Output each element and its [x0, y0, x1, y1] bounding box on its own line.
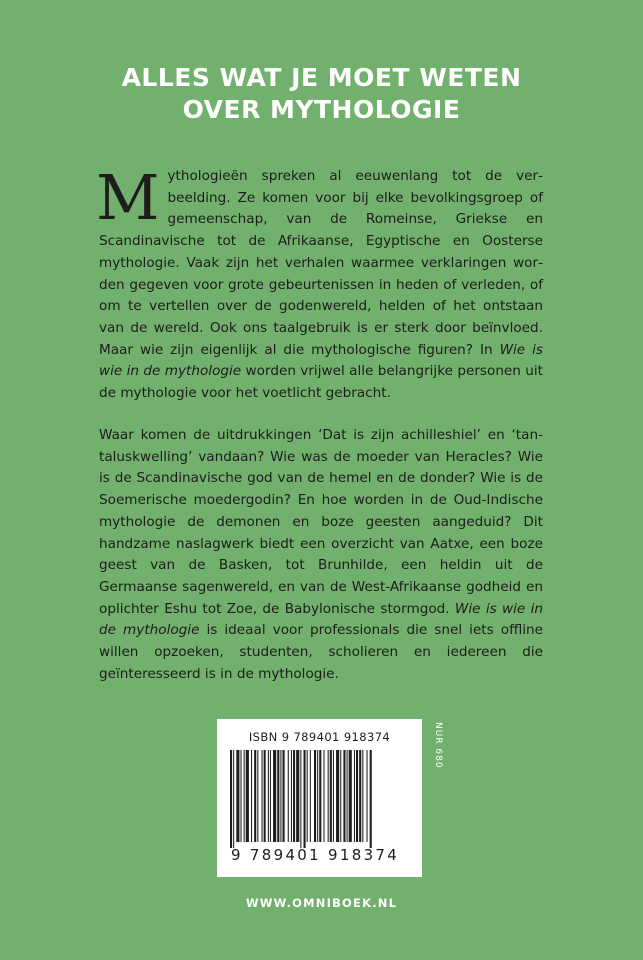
- barcode-bar: [246, 750, 249, 842]
- barcode-bar: [300, 750, 301, 848]
- blurb-paragraph-2: [99, 425, 543, 685]
- barcode-bar: [291, 750, 292, 842]
- book-title-italic: Wie is wie in de mythologie: [99, 341, 543, 380]
- barcode-bar: [304, 750, 306, 848]
- barcode-digits: 9 789401 918374: [231, 846, 400, 864]
- barcode-bar: [367, 750, 368, 842]
- barcode-bar: [310, 750, 311, 842]
- barcode-bar: [314, 750, 316, 842]
- barcode-bar: [230, 750, 232, 848]
- barcode-bar: [288, 750, 289, 842]
- heading-line-2: OVER MYTHOLOGIE: [182, 95, 461, 124]
- barcode-bar: [347, 750, 348, 842]
- barcode-bar: [262, 750, 263, 842]
- book-title-italic: Wie is wie in de mythologie: [99, 600, 543, 639]
- paragraph-2-text-b: is ideaal voor professionals die snel iets offline willen opzoeken, studenten, scholieren en iedereen die geïnteresseerd is in de mythologie.: [99, 622, 543, 682]
- blurb-paragraph-1: [96, 161, 543, 405]
- barcode-label: [217, 719, 422, 877]
- barcode-bar: [333, 750, 334, 842]
- drop-cap: M: [96, 161, 160, 234]
- barcode-bar: [270, 750, 271, 842]
- barcode-bar: [277, 750, 279, 842]
- barcode-bar: [241, 750, 242, 842]
- barcode-bar: [280, 750, 281, 842]
- barcode-bar: [330, 750, 332, 842]
- barcode-bars: [230, 750, 410, 848]
- paragraph-1-text-b: worden vrijwel alle belangrijke personen uit de mythologie voor het voetlicht gebracht.: [99, 363, 543, 402]
- paragraph-1-text-a: ythologieën spreken al eeuwenlang tot de verbeelding. Ze komen voor bij elke bevolkingsgroep of gemeenschap, van de Romeinse, Griekse en Scandinavische tot de Afrikaanse, Egyptische en Oosterse mythologie. Vaak zijn het verhalen waarmee verklaringen worden gegeven voor grote gebeurtenissen in heden of verleden, of om te vertellen over de godenwereld, helden of het ontstaan van de wereld. Ook ons taalgebruik is er sterk door beïnvloed. Maar wie zijn eigenlijk al die mythologische figuren? In: [99, 168, 543, 358]
- barcode-bar: [283, 750, 285, 842]
- paragraph-2-text-a: Waar komen de uitdrukkingen ‘Dat is zijn achilleshiel’ en ‘tantaluskwelling’ vandaan? Wie was de moeder van Heracles? Wie is de Scandinavische god van de hemel en de donder? Wie is de Soemerische moedergodin? En hoe worden in de Oud-Indische mythologie de demonen en boze geesten aangeduid? Dit handzame naslagwerk biedt een overzicht van Aatxe, een boze geest van de Basken, tot Brunhilde, een heldin uit de Germaanse sagenwereld, en van de West-Afrikaanse godheid en oplichter Eshu tot Zoe, de Babylonische stormgod.: [99, 427, 543, 617]
- barcode-bar: [307, 750, 308, 842]
- barcode-bar: [236, 750, 239, 842]
- barcode-bar: [356, 750, 358, 842]
- back-cover-heading: [0, 62, 643, 126]
- barcode-bar: [323, 750, 324, 842]
- heading-line-1: ALLES WAT JE MOET WETEN: [121, 63, 522, 92]
- barcode-bar: [273, 750, 276, 842]
- barcode-bar: [370, 750, 372, 848]
- barcode-bar: [268, 750, 269, 842]
- barcode-bar: [319, 750, 321, 842]
- barcode-bar: [293, 750, 295, 842]
- barcode-bar: [354, 750, 355, 842]
- barcode-bar: [328, 750, 329, 842]
- barcode-bar: [233, 750, 234, 848]
- nur-code: NUR 680: [433, 722, 443, 769]
- barcode-bar: [340, 750, 341, 842]
- barcode-bar: [359, 750, 361, 842]
- barcode-bar: [343, 750, 345, 842]
- barcode-bar: [264, 750, 266, 842]
- barcode-bar: [349, 750, 352, 842]
- barcode-bar: [296, 750, 299, 842]
- barcode-bar: [362, 750, 363, 842]
- barcode-bar: [254, 750, 256, 842]
- barcode-bar: [257, 750, 258, 842]
- publisher-website: WWW.OMNIBOEK.NL: [245, 896, 398, 910]
- barcode-bar: [251, 750, 252, 842]
- barcode-bar: [244, 750, 245, 842]
- barcode-bar: [336, 750, 339, 842]
- isbn-number: ISBN 9 789401 918374: [248, 730, 391, 744]
- barcode-bar: [317, 750, 318, 842]
